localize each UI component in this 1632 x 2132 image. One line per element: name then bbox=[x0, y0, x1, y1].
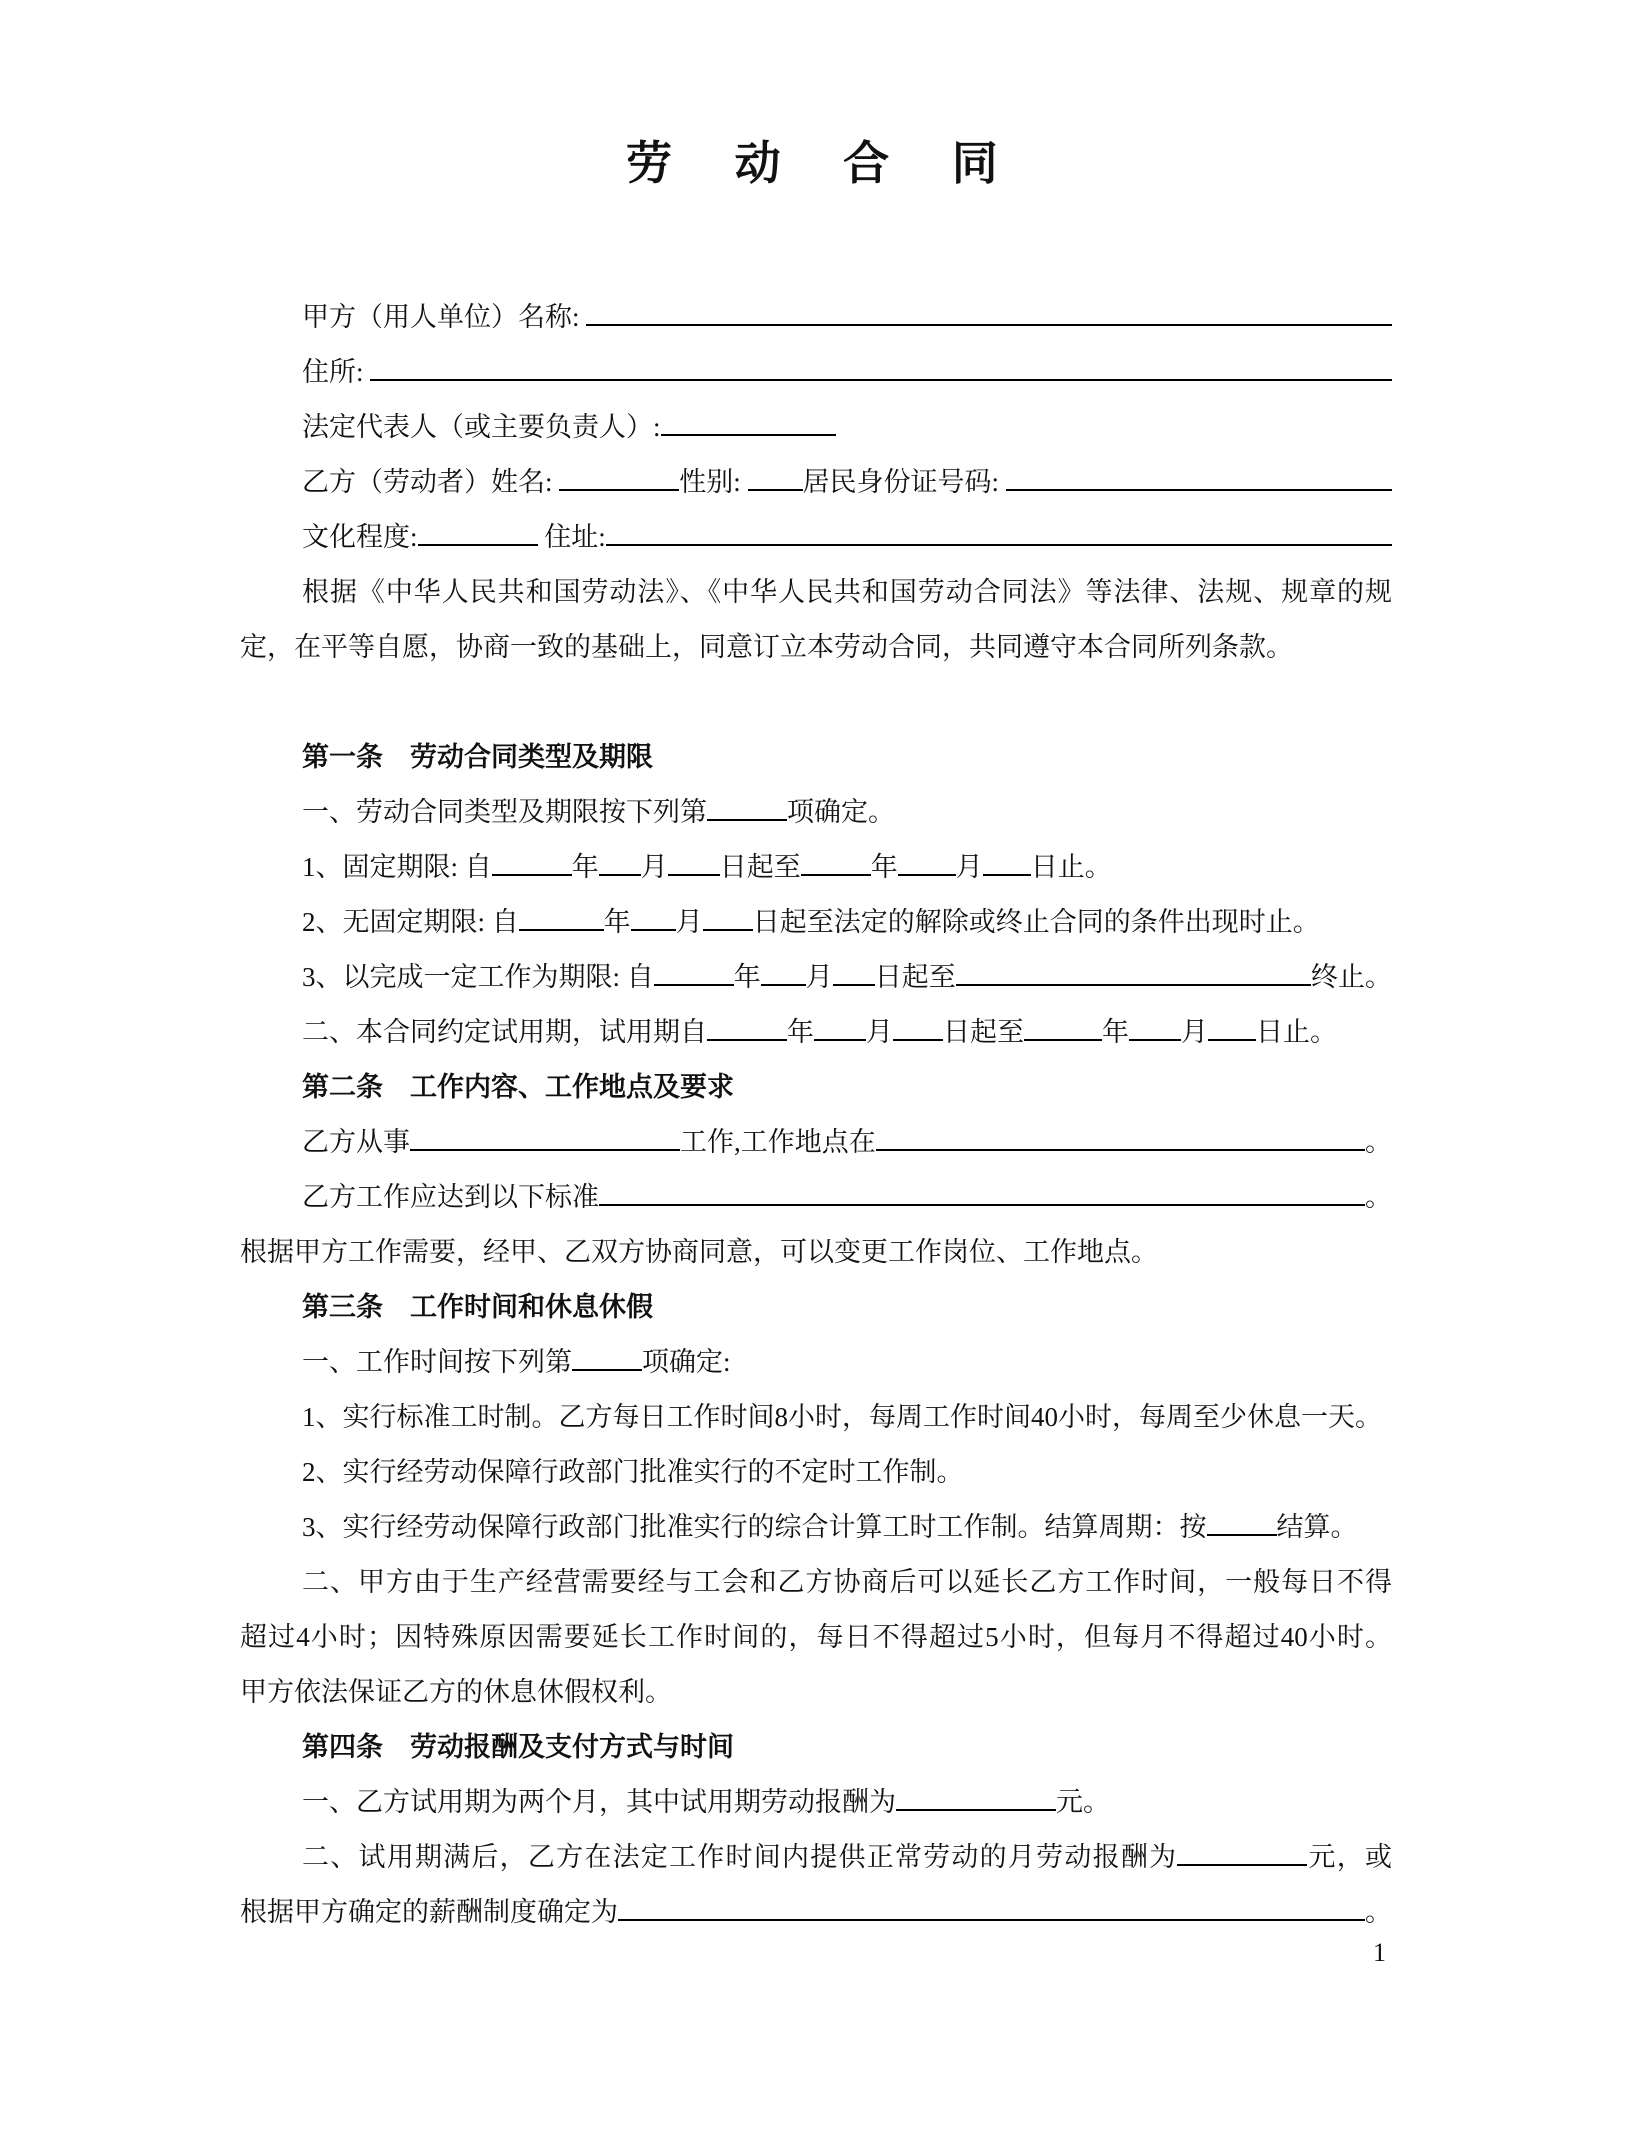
blank-field bbox=[761, 982, 806, 986]
text-segment: 二、甲方由于生产经营需要经与工会和乙方协商后可以延长乙方工作时间，一般每日不得 bbox=[302, 1567, 1392, 1597]
blank-field bbox=[370, 377, 1392, 381]
blank-field bbox=[1129, 1037, 1181, 1041]
blank-field bbox=[983, 872, 1031, 876]
text-segment: 第一条 劳动合同类型及期限 bbox=[302, 742, 653, 772]
text-segment: 甲方（用人单位）名称: bbox=[302, 302, 587, 332]
document-body bbox=[240, 290, 1392, 1940]
preamble-line-1 bbox=[240, 565, 1392, 620]
blank-field bbox=[703, 927, 753, 931]
article-2-heading bbox=[240, 1060, 1392, 1115]
text-segment: 2、实行经劳动保障行政部门批准实行的不定时工作制。 bbox=[302, 1457, 964, 1487]
blank-field bbox=[801, 872, 871, 876]
text-segment: 3、以完成一定工作为期限: 自 bbox=[302, 962, 654, 992]
text-segment: 。 bbox=[1365, 1182, 1392, 1212]
blank-field bbox=[1024, 1037, 1102, 1041]
text-segment: 月 bbox=[675, 907, 703, 937]
article-1-open-term-line bbox=[240, 895, 1392, 950]
article-1-task-term-line bbox=[240, 950, 1392, 1005]
blank-field bbox=[1207, 1532, 1277, 1536]
text-segment: 住址: bbox=[537, 522, 606, 552]
text-segment: 年 bbox=[870, 852, 898, 882]
text-segment: 一、劳动合同类型及期限按下列第 bbox=[302, 797, 707, 827]
text-segment: 1、固定期限: 自 bbox=[302, 852, 492, 882]
party-a-name-line bbox=[240, 290, 1392, 345]
blank-field bbox=[668, 872, 720, 876]
text-segment: 第二条 工作内容、工作地点及要求 bbox=[302, 1072, 734, 1102]
blank-field bbox=[661, 432, 836, 436]
blank-field bbox=[956, 982, 1311, 986]
text-segment: 根据甲方工作需要，经甲、乙双方协商同意，可以变更工作岗位、工作地点。 bbox=[240, 1237, 1158, 1267]
blank-field bbox=[814, 1037, 866, 1041]
text-segment: 日起至 bbox=[943, 1017, 1024, 1047]
education-address-line bbox=[240, 510, 1392, 565]
text-segment: 月 bbox=[640, 852, 668, 882]
text-segment: 定，在平等自愿，协商一致的基础上，同意订立本劳动合同，共同遵守本合同所列条款。 bbox=[240, 632, 1293, 662]
text-segment: 月 bbox=[1181, 1017, 1208, 1047]
text-segment: 一、工作时间按下列第 bbox=[302, 1347, 572, 1377]
text-segment: 日起至 bbox=[874, 962, 956, 992]
blank-field bbox=[898, 872, 956, 876]
blank-field bbox=[833, 982, 875, 986]
text-segment: 2、无固定期限: 自 bbox=[302, 907, 519, 937]
blank-field bbox=[876, 1147, 1365, 1151]
article-1-heading bbox=[240, 730, 1392, 785]
text-segment: 项确定: bbox=[642, 1347, 731, 1377]
article-3-flexible-hours-line bbox=[240, 1445, 1392, 1500]
article-2-job-line bbox=[240, 1115, 1392, 1170]
text-segment: 二、本合同约定试用期，试用期自 bbox=[302, 1017, 707, 1047]
text-segment: 结算。 bbox=[1276, 1512, 1358, 1542]
blank-field bbox=[492, 872, 572, 876]
text-segment: 月 bbox=[805, 962, 833, 992]
text-segment: 年 bbox=[787, 1017, 814, 1047]
text-segment: 1、实行标准工时制。乙方每日工作时间8小时，每周工作时间40小时，每周至少休息一天。 bbox=[302, 1402, 1382, 1432]
article-2-adjust-line bbox=[240, 1225, 1392, 1280]
text-segment: 法定代表人（或主要负责人）: bbox=[302, 412, 661, 442]
blank-field bbox=[893, 1037, 943, 1041]
text-segment: 一、乙方试用期为两个月，其中试用期劳动报酬为 bbox=[302, 1787, 896, 1817]
text-segment: 第三条 工作时间和休息休假 bbox=[302, 1292, 653, 1322]
blank-field bbox=[606, 542, 1392, 546]
article-4-probation-pay-line bbox=[240, 1775, 1392, 1830]
article-1-probation-line bbox=[240, 1005, 1392, 1060]
blank-field bbox=[631, 927, 676, 931]
text-segment: 日止。 bbox=[1030, 852, 1112, 882]
blank-field bbox=[599, 1202, 1365, 1206]
text-segment: 根据甲方确定的薪酬制度确定为 bbox=[240, 1897, 618, 1927]
text-segment: 。 bbox=[1365, 1897, 1392, 1927]
article-3-standard-hours-line bbox=[240, 1390, 1392, 1445]
text-segment: 乙方（劳动者）姓名: bbox=[302, 467, 560, 497]
text-segment: 年 bbox=[1102, 1017, 1129, 1047]
text-segment: 居民身份证号码: bbox=[802, 467, 1006, 497]
article-4-monthly-pay-line-2 bbox=[240, 1885, 1392, 1940]
text-segment: 终止。 bbox=[1311, 962, 1392, 992]
text-segment: 性别: bbox=[679, 467, 748, 497]
blank-field bbox=[654, 982, 734, 986]
text-segment: 根据《中华人民共和国劳动法》、《中华人民共和国劳动合同法》等法律、法规、规章的规 bbox=[302, 577, 1392, 607]
blank-field bbox=[1006, 487, 1392, 491]
text-segment: 元，或 bbox=[1307, 1842, 1393, 1872]
article-3-heading bbox=[240, 1280, 1392, 1335]
spacer-1 bbox=[240, 675, 1392, 730]
text-segment: 日止。 bbox=[1256, 1017, 1337, 1047]
party-a-address-line bbox=[240, 345, 1392, 400]
legal-representative-line bbox=[240, 400, 1392, 455]
text-segment: 3、实行经劳动保障行政部门批准实行的综合计算工时工作制。结算周期：按 bbox=[302, 1512, 1207, 1542]
article-3-overtime-line-2 bbox=[240, 1610, 1392, 1665]
blank-field bbox=[410, 1147, 680, 1151]
text-segment: 超过4小时；因特殊原因需要延长工作时间的，每日不得超过5小时，但每月不得超过40小时。 bbox=[240, 1622, 1392, 1652]
text-segment: 月 bbox=[955, 852, 983, 882]
blank-field bbox=[618, 1917, 1365, 1921]
text-segment: 乙方从事 bbox=[302, 1127, 410, 1157]
article-3-rest-rights-line bbox=[240, 1665, 1392, 1720]
blank-field bbox=[1177, 1862, 1307, 1866]
text-segment: 文化程度: bbox=[302, 522, 418, 552]
text-segment: 月 bbox=[866, 1017, 893, 1047]
text-segment: 日起至 bbox=[719, 852, 801, 882]
blank-field bbox=[748, 487, 803, 491]
text-segment: 二、试用期满后，乙方在法定工作时间内提供正常劳动的月劳动报酬为 bbox=[302, 1842, 1178, 1872]
article-3-comprehensive-hours-line bbox=[240, 1500, 1392, 1555]
text-segment: 甲方依法保证乙方的休息休假权利。 bbox=[240, 1677, 672, 1707]
text-segment: 日起至法定的解除或终止合同的条件出现时止。 bbox=[752, 907, 1320, 937]
text-segment: 乙方工作应达到以下标准 bbox=[302, 1182, 599, 1212]
blank-field bbox=[586, 322, 1392, 326]
article-4-heading bbox=[240, 1720, 1392, 1775]
blank-field bbox=[572, 1367, 642, 1371]
party-b-identity-line bbox=[240, 455, 1392, 510]
article-3-item-1 bbox=[240, 1335, 1392, 1390]
document-title: 劳 动 合 同 bbox=[626, 138, 1006, 189]
text-segment: 住所: bbox=[302, 357, 371, 387]
text-segment: 第四条 劳动报酬及支付方式与时间 bbox=[302, 1732, 734, 1762]
article-1-fixed-term-line bbox=[240, 840, 1392, 895]
blank-field bbox=[896, 1807, 1056, 1811]
article-3-overtime-line-1 bbox=[240, 1555, 1392, 1610]
text-segment: 工作,工作地点在 bbox=[680, 1127, 876, 1157]
page-number: 1 bbox=[1373, 1938, 1386, 1967]
text-segment: 。 bbox=[1365, 1127, 1392, 1157]
text-segment: 元。 bbox=[1056, 1787, 1110, 1817]
blank-field bbox=[1208, 1037, 1256, 1041]
article-2-standard-line bbox=[240, 1170, 1392, 1225]
blank-field bbox=[599, 872, 641, 876]
article-4-monthly-pay-line-1 bbox=[240, 1830, 1392, 1885]
text-segment: 项确定。 bbox=[787, 797, 895, 827]
text-segment: 年 bbox=[733, 962, 761, 992]
blank-field bbox=[707, 1037, 787, 1041]
article-1-item-1 bbox=[240, 785, 1392, 840]
preamble-line-2 bbox=[240, 620, 1392, 675]
blank-field bbox=[707, 817, 787, 821]
text-segment: 年 bbox=[603, 907, 631, 937]
text-segment: 年 bbox=[571, 852, 599, 882]
blank-field bbox=[418, 542, 538, 546]
blank-field bbox=[519, 927, 604, 931]
blank-field bbox=[559, 487, 679, 491]
